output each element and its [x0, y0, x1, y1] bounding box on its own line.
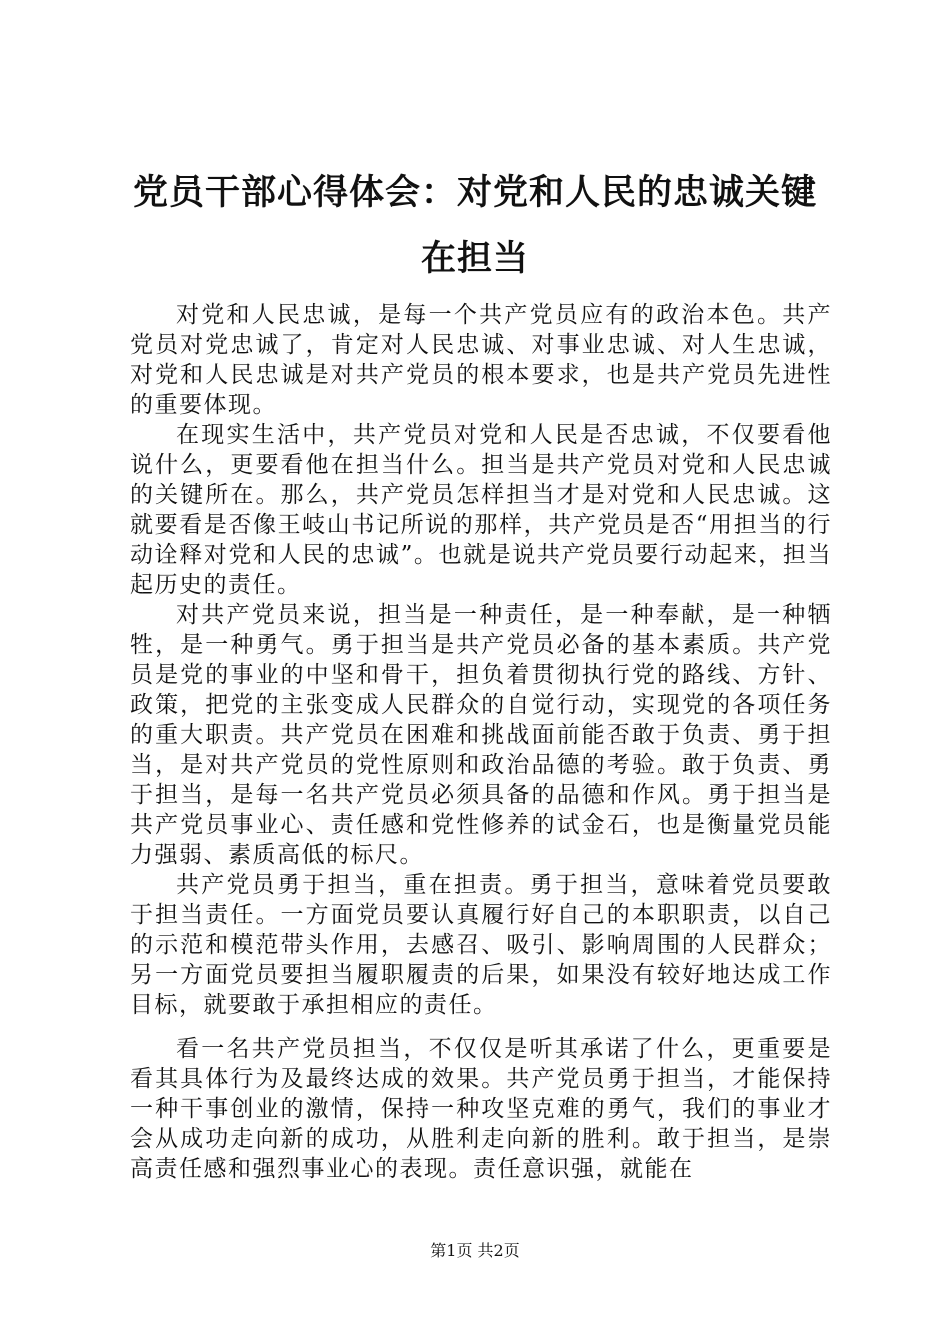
paragraph-3: 对共产党员来说，担当是一种责任，是一种奉献，是一种牺牲，是一种勇气。勇于担当是共产党员必备的基本素质。共产党员是党的事业的中坚和骨干，担负着贯彻执行党的路线、方针、政策，把党的主张变成人民群众的自觉行动，实现党的各项任务的重大职责。共产党员在困难和挑战面前能否敢于负责、勇于担当，是对共产党员的党性原则和政治品德的考验。敢于负责、勇于担当，是每一名共产党员必须具备的品德和作风。勇于担当是共产党员事业心、责任感和党性修养的试金石，也是衡量党员能力强弱、素质高低的标尺。 — [130, 602, 832, 868]
paragraph-2: 在现实生活中，共产党员对党和人民是否忠诚，不仅要看他说什么，更要看他在担当什么。担当是共产党员对党和人民忠诚的关键所在。那么，共产党员怎样担当才是对党和人民忠诚。这就要看是否像王岐山书记所说的那样，共产党员是否“用担当的行动诠释对党和人民的忠诚”。也就是说共产党员要行动起来，担当起历史的责任。 — [130, 422, 832, 598]
paragraph-5: 看一名共产党员担当，不仅仅是听其承诺了什么，更重要是看其具体行为及最终达成的效果。共产党员勇于担当，才能保持一种干事创业的激情，保持一种攻坚克难的勇气，我们的事业才会从成功走向新的成功，从胜利走向新的胜利。敢于担当，是崇高责任感和强烈事业心的表现。责任意识强，就能在 — [130, 1036, 832, 1182]
paragraph-1: 对党和人民忠诚，是每一个共产党员应有的政治本色。共产党员对党忠诚了，肯定对人民忠诚、对事业忠诚、对人生忠诚，对党和人民忠诚是对共产党员的根本要求，也是共产党员先进性的重要体现。 — [130, 302, 832, 418]
paragraph-4: 共产党员勇于担当，重在担责。勇于担当，意味着党员要敢于担当责任。一方面党员要认真履行好自己的本职职责，以自己的示范和模范带头作用，去感召、吸引、影响周围的人民群众；另一方面党员要担当履职履责的后果，如果没有较好地达成工作目标，就要敢于承担相应的责任。 — [130, 872, 832, 1018]
document-body — [130, 300, 832, 1184]
document-title: 党员干部心得体会：对党和人民的忠诚关键在担当 — [132, 172, 817, 279]
page-footer: 第1页 共2页 — [430, 1241, 520, 1260]
